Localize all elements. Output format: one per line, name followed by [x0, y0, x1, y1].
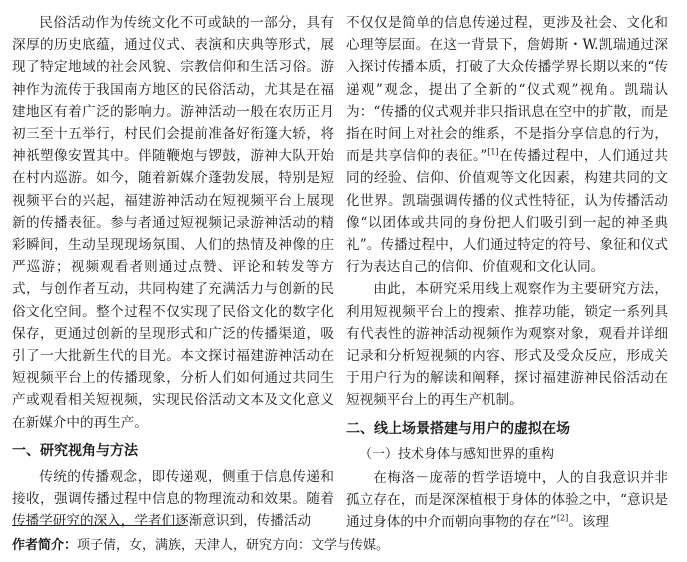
left-column [12, 12, 334, 532]
intro-paragraph: 民俗活动作为传统文化不可或缺的一部分，具有深厚的历史底蕴，通过仪式、表演和庆典等形式，展现了特定地域的社会风貌、宗教信仰和生活习俗。游神作为流传于我国南方地区的民俗活动，尤其是在福建地区有着广泛的影响力。游神活动一般在农历正月初三至十五举行，村民们会提前准备好衔篷大轿，将神祇塑像安置其中。伴随鞭炮与锣鼓，游神大队开始在村内巡游。如今，随着新媒介蓬勃发展，特别是短视频平台的兴起，福建游神活动在短视频平台上展现新的传播表征。参与者通过短视频记录游神活动的精彩瞬间，生动呈现现场氛围、人们的热情及神像的庄严巡游；视频观看者则通过点赞、评论和转发等方式，与创作者互动，共同构建了充满活力与创新的民俗文化空间。整个过程不仅实现了民俗文化的数字化保存，更通过创新的呈现形式和广泛的传播渠道，吸引了一大批新生代的目光。本文探讨福建游神活动在短视频平台上的传播现象，分析人们如何通过共同生产或观看相关短视频，实现民俗活动文本及文化意义在新媒介中的再生产。 [12, 15, 334, 431]
section-2-heading: 二、线上场景搭建与用户的虚拟在场 [346, 420, 570, 437]
method-paragraph: 由此，本研究采用线上观察作为主要研究方法，利用短视频平台上的搜索、推荐功能，锁定一系列具有代表性的游神活动视频作为观察对象，观看并详细记录和分析短视频的内容、形式及受众反应，形成关于用户行为的解读和阐释，探讨福建游神民俗活动在短视频平台上的再生产机制。 [346, 281, 668, 409]
footnote-text: 项子倩，女，满族，天津人，研究方向：文学与传媒。 [77, 538, 390, 553]
right-column [346, 12, 668, 533]
author-footnote [12, 537, 389, 555]
subsection-1-paragraph [346, 467, 668, 534]
continued-paragraph-part-b: 在传播过程中，人们通过共同的经验、信仰、价值观等文化因素，构建共同的文化世界。凯瑞强调传播的仪式性特征，认为传播活动像“以团体或共同的身份把人们吸引到一起的神圣典礼”。传播过程中，人们通过特定的符号、象征和仪式行为表达自己的信仰、价值观和文化认同。 [346, 148, 669, 276]
citation-1: [1] [487, 147, 499, 157]
continued-paragraph [346, 12, 668, 278]
subsection-1-part-b: 。该理 [568, 514, 609, 531]
section-1-heading: 一、研究视角与方法 [12, 442, 138, 459]
section-1-paragraph: 传统的传播观念，即传递观，侧重于信息传递和接收，强调传播过程中信息的物理流动和效果。随着传播学研究的深入，学者们逐渐意识到，传播活动 [12, 468, 334, 530]
citation-2: [2] [556, 513, 569, 523]
subsection-1-heading: （一）技术身体与感知世界的重构 [359, 446, 555, 462]
continued-paragraph-part-a: 不仅仅是简单的信息传递过程，更涉及社会、文化和心理等层面。在这一背景下，詹姆斯・W.凯瑞通过深入探讨传播本质，打破了大众传播学界长期以来的“传递观”观念，提出了全新的“仪式观”视角。凯瑞认为：“传播的仪式观并非只指讯息在空中的扩散，而是指在时间上对社会的维系，不是指分享信息的行为，而是共享信仰的表征。” [346, 15, 668, 165]
footnote-divider [12, 525, 182, 526]
footnote-label: 作者简介： [12, 538, 78, 553]
subsection-1-part-a: 在梅洛－庞蒂的哲学语境中，人的自我意识并非孤立存在，而是深深植根于身体的体验之中，“意识是通过身体的中介而朝向事物的存在” [346, 469, 668, 531]
